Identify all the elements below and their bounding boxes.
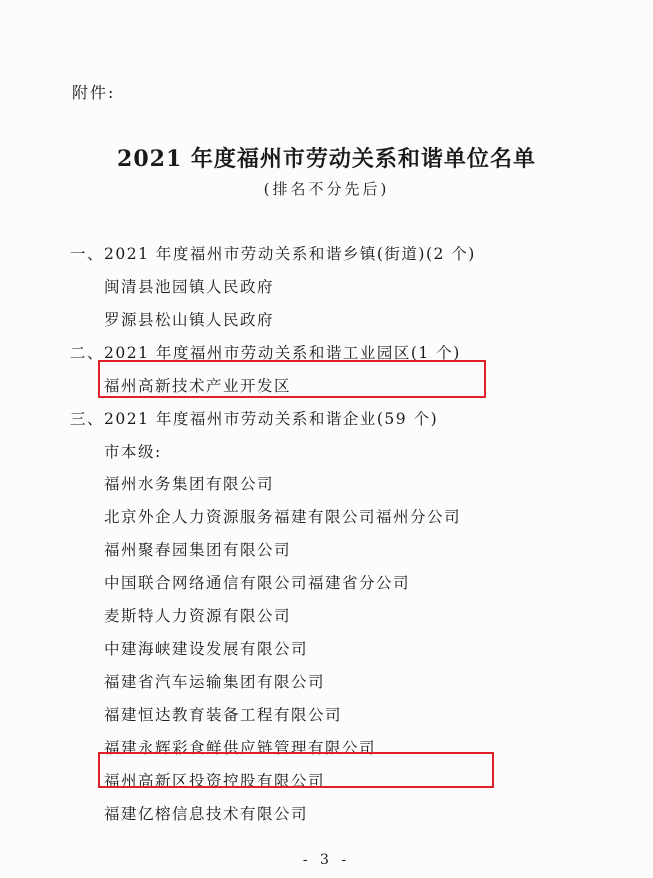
list-item: 福州聚春园集团有限公司 — [104, 541, 292, 559]
list-item: 福建恒达教育装备工程有限公司 — [104, 706, 343, 724]
attachment-label: 附件: — [72, 83, 116, 102]
section-heading-enterprises: 三、2021 年度福州市劳动关系和谐企业(59 个) — [70, 410, 439, 428]
section-heading-towns: 一、2021 年度福州市劳动关系和谐乡镇(街道)(2 个) — [70, 245, 476, 263]
list-item: 北京外企人力资源服务福建有限公司福州分公司 — [104, 508, 462, 526]
list-item-highlighted: 福州高新区投资控股有限公司 — [104, 772, 326, 790]
list-item: 闽清县池园镇人民政府 — [104, 278, 275, 296]
list-item: 中建海峡建设发展有限公司 — [104, 640, 309, 658]
highlight-box — [98, 752, 494, 788]
list-item-highlighted: 福州高新技术产业开发区 — [104, 377, 292, 395]
list-item: 中国联合网络通信有限公司福建省分公司 — [104, 574, 411, 592]
list-item: 罗源县松山镇人民政府 — [104, 311, 275, 329]
subheading-city-level: 市本级: — [104, 443, 162, 461]
document-subtitle: (排名不分先后) — [263, 180, 390, 198]
highlight-box — [98, 360, 486, 398]
list-item: 福州水务集团有限公司 — [104, 475, 275, 493]
document-title: 2021 年度福州市劳动关系和谐单位名单 — [117, 146, 536, 172]
page-number: - 3 - — [302, 852, 351, 868]
section-heading-industrial-parks: 二、2021 年度福州市劳动关系和谐工业园区(1 个) — [70, 344, 461, 362]
list-item: 福建亿榕信息技术有限公司 — [104, 805, 309, 823]
list-item: 福建永辉彩食鲜供应链管理有限公司 — [104, 739, 377, 757]
list-item: 福建省汽车运输集团有限公司 — [104, 673, 326, 691]
list-item: 麦斯特人力资源有限公司 — [104, 607, 292, 625]
